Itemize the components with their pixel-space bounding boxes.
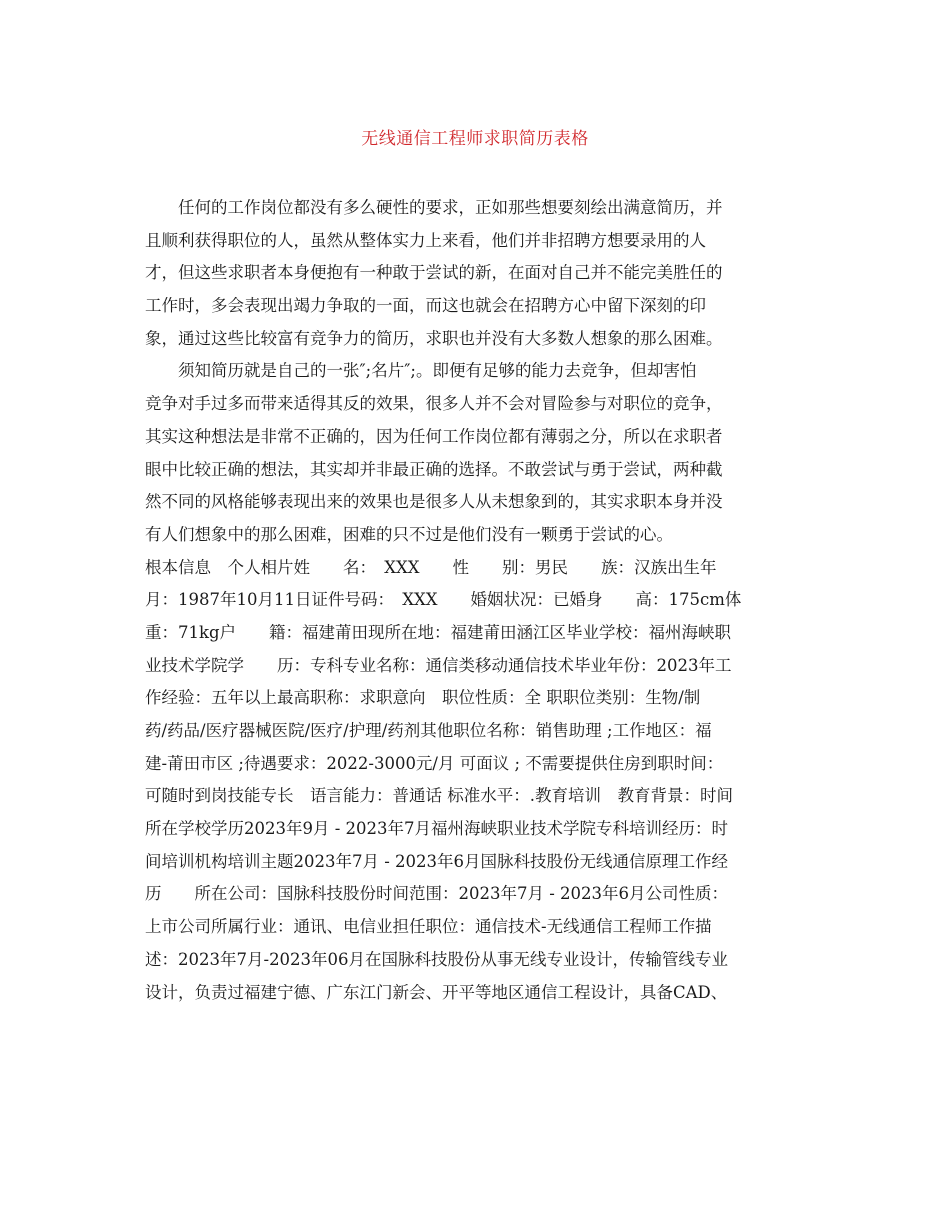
- paragraph-2-line-5: 然不同的风格能够表现出来的效果也是很多人从未想象到的，其实求职本身并没: [145, 492, 723, 512]
- resume-line-8: 可随时到岗技能专长 语言能力：普通话 标准水平：.教育培训 教育背景：时间: [145, 786, 733, 806]
- paragraph-2-line-1: 须知简历就是自己的一张″;名片″;。即便有足够的能力去竞争，但却害怕: [178, 361, 697, 381]
- resume-line-1: 根本信息 个人相片姓 名： XXX 性 别：男民 族：汉族出生年: [145, 557, 717, 577]
- resume-line-6: 药/药品/医疗器械医院/医疗/护理/药剂其他职位名称：销售助理 ;工作地区：福: [145, 721, 712, 740]
- resume-line-13: 述：2023年7月-2023年06月在国脉科技股份从事无线专业设计，传输管线专业: [145, 949, 729, 969]
- resume-line-11: 历 所在公司：国脉科技股份时间范围：2023年7月 - 2023年6月公司性质：: [145, 884, 729, 904]
- paragraph-1-line-1: 任何的工作岗位都没有多么硬性的要求，正如那些想要刻绘出满意简历，并: [178, 198, 723, 217]
- document-title: 无线通信工程师求职简历表格: [361, 129, 589, 149]
- document-body: [145, 192, 810, 1009]
- resume-line-2: 月：1987年10月11日证件号码： XXX 婚姻状况：已婚身 高：175cm体: [145, 590, 742, 610]
- paragraph-1-line-5: 象，通过这些比较富有竞争力的简历，求职也并没有大多数人想象的那么困难。: [145, 328, 723, 348]
- paragraph-2-line-4: 眼中比较正确的想法，其实却并非最正确的选择。不敢尝试与勇于尝试，两种截: [145, 459, 723, 479]
- resume-line-12: 上市公司所属行业：通讯、电信业担任职位：通信技术-无线通信工程师工作描: [145, 917, 712, 937]
- resume-line-9: 所在学校学历2023年9月 - 2023年7月福州海峡职业技术学院专科培训经历：时: [145, 819, 729, 839]
- paragraph-1-line-2: 且顺利获得职位的人，虽然从整体实力上来看，他们并非招聘方想要录用的人: [145, 230, 706, 250]
- paragraph-2-line-3: 其实这种想法是非常不正确的，因为任何工作岗位都有薄弱之分，所以在求职者: [145, 426, 723, 446]
- paragraph-2-line-2: 竞争对手过多而带来适得其反的效果，很多人并不会对冒险参与对职位的竞争，: [145, 394, 723, 414]
- paragraph-1-line-4: 工作时，多会表现出竭力争取的一面，而这也就会在招聘方心中留下深刻的印: [145, 296, 706, 316]
- paragraph-1-line-3: 才，但这些求职者本身便抱有一种敢于尝试的新，在面对自己并不能完美胜任的: [145, 263, 723, 283]
- resume-line-14: 设计，负责过福建宁德、广东江门新会、开平等地区通信工程设计，具备CAD、: [145, 982, 728, 1002]
- resume-line-7: 建-莆田市区 ;待遇要求：2022-3000元/月 可面议 ; 不需要提供住房到职时间：: [145, 753, 724, 773]
- resume-line-10: 间培训机构培训主题2023年7月 - 2023年6月国脉科技股份无线通信原理工作经: [145, 851, 729, 871]
- paragraph-2-line-6: 有人们想象中的那么困难，困难的只不过是他们没有一颗勇于尝试的心。: [145, 524, 673, 544]
- resume-line-4: 业技术学院学 历：专科专业名称：通信类移动通信技术毕业年份：2023年工: [145, 655, 732, 675]
- resume-line-3: 重：71kg户 籍：福建莆田现所在地：福建莆田涵江区毕业学校：福州海峡职: [145, 622, 732, 642]
- resume-line-5: 作经验：五年以上最高职称：求职意向 职位性质：全 职职位类别：生物/制: [145, 688, 701, 708]
